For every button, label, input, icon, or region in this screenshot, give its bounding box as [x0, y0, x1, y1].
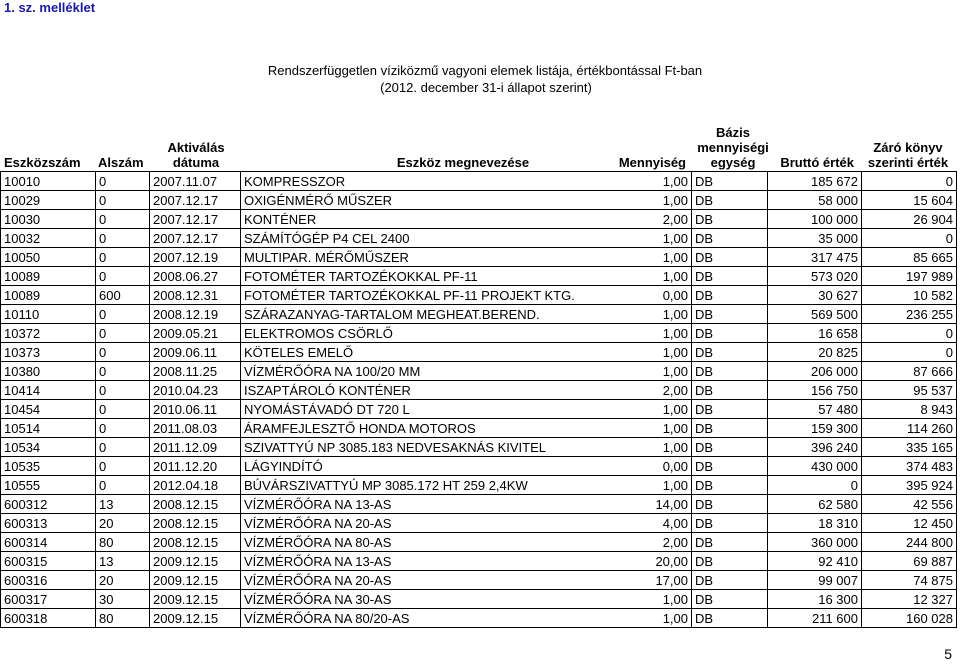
cell-datum: 2008.12.19	[150, 305, 241, 324]
cell-brutto: 57 480	[768, 400, 862, 419]
cell-zaro: 0	[862, 229, 957, 248]
cell-eszkozszam: 10110	[1, 305, 96, 324]
cell-datum: 2009.12.15	[150, 609, 241, 628]
cell-mennyiseg: 17,00	[596, 571, 692, 590]
cell-alszam: 80	[96, 609, 150, 628]
cell-egyseg: DB	[692, 495, 768, 514]
cell-zaro: 12 450	[862, 514, 957, 533]
cell-datum: 2010.06.11	[150, 400, 241, 419]
title-line1: Rendszerfüggetlen víziközmű vagyoni elemek listája, értékbontással Ft-ban	[267, 63, 703, 78]
cell-brutto: 20 825	[768, 343, 862, 362]
cell-megnevezes: VÍZMÉRŐÓRA NA 13-AS	[241, 495, 596, 514]
cell-brutto: 430 000	[768, 457, 862, 476]
cell-alszam: 0	[96, 362, 150, 381]
cell-alszam: 0	[96, 324, 150, 343]
cell-eszkozszam: 600312	[1, 495, 96, 514]
cell-megnevezes: LÁGYINDÍTÓ	[241, 457, 596, 476]
cell-egyseg: DB	[692, 571, 768, 590]
cell-megnevezes: BÚVÁRSZIVATTYÚ MP 3085.172 HT 259 2,4KW	[241, 476, 596, 495]
cell-mennyiseg: 1,00	[596, 362, 692, 381]
cell-eszkozszam: 10050	[1, 248, 96, 267]
cell-egyseg: DB	[692, 305, 768, 324]
cell-zaro: 374 483	[862, 457, 957, 476]
cell-alszam: 0	[96, 343, 150, 362]
cell-mennyiseg: 2,00	[596, 381, 692, 400]
cell-brutto: 16 658	[768, 324, 862, 343]
cell-brutto: 569 500	[768, 305, 862, 324]
cell-zaro: 95 537	[862, 381, 957, 400]
cell-brutto: 30 627	[768, 286, 862, 305]
cell-zaro: 42 556	[862, 495, 957, 514]
cell-zaro: 0	[862, 343, 957, 362]
table-row	[1, 609, 957, 628]
document-subtitle	[0, 80, 960, 95]
cell-alszam: 0	[96, 191, 150, 210]
cell-zaro: 395 924	[862, 476, 957, 495]
cell-egyseg: DB	[692, 229, 768, 248]
cell-eszkozszam: 10089	[1, 267, 96, 286]
cell-brutto: 99 007	[768, 571, 862, 590]
table-row	[1, 229, 957, 248]
cell-datum: 2010.04.23	[150, 381, 241, 400]
cell-mennyiseg: 2,00	[596, 210, 692, 229]
cell-alszam: 0	[96, 172, 150, 191]
cell-egyseg: DB	[692, 590, 768, 609]
cell-datum: 2008.12.15	[150, 533, 241, 552]
cell-brutto: 58 000	[768, 191, 862, 210]
cell-zaro: 15 604	[862, 191, 957, 210]
table-row	[1, 191, 957, 210]
cell-alszam: 13	[96, 495, 150, 514]
table-row	[1, 476, 957, 495]
cell-eszkozszam: 10372	[1, 324, 96, 343]
cell-eszkozszam: 600318	[1, 609, 96, 628]
cell-mennyiseg: 4,00	[596, 514, 692, 533]
annex-label: 1. sz. melléklet	[4, 0, 96, 15]
cell-zaro: 114 260	[862, 419, 957, 438]
header-bazis-egyseg: Bázis mennyiségi egység	[697, 125, 769, 170]
table-row	[1, 438, 957, 457]
cell-brutto: 206 000	[768, 362, 862, 381]
cell-eszkozszam: 10030	[1, 210, 96, 229]
cell-datum: 2012.04.18	[150, 476, 241, 495]
cell-zaro: 0	[862, 172, 957, 191]
cell-megnevezes: VÍZMÉRŐÓRA NA 80/20-AS	[241, 609, 596, 628]
cell-brutto: 211 600	[768, 609, 862, 628]
header-zaro-konyv: Záró könyv szerinti érték	[867, 140, 949, 170]
cell-mennyiseg: 1,00	[596, 419, 692, 438]
cell-eszkozszam: 600317	[1, 590, 96, 609]
cell-alszam: 0	[96, 248, 150, 267]
cell-alszam: 13	[96, 552, 150, 571]
cell-egyseg: DB	[692, 438, 768, 457]
title-line2: (2012. december 31-i állapot szerint)	[380, 80, 592, 95]
cell-eszkozszam: 10089	[1, 286, 96, 305]
cell-eszkozszam: 10555	[1, 476, 96, 495]
cell-egyseg: DB	[692, 267, 768, 286]
cell-brutto: 573 020	[768, 267, 862, 286]
cell-megnevezes: KÖTELES EMELŐ	[241, 343, 596, 362]
table-row	[1, 381, 957, 400]
cell-brutto: 156 750	[768, 381, 862, 400]
table-row	[1, 533, 957, 552]
cell-mennyiseg: 1,00	[596, 590, 692, 609]
cell-zaro: 10 582	[862, 286, 957, 305]
cell-megnevezes: ISZAPTÁROLÓ KONTÉNER	[241, 381, 596, 400]
cell-zaro: 8 943	[862, 400, 957, 419]
cell-eszkozszam: 10514	[1, 419, 96, 438]
cell-alszam: 0	[96, 457, 150, 476]
cell-eszkozszam: 600314	[1, 533, 96, 552]
cell-zaro: 12 327	[862, 590, 957, 609]
cell-zaro: 160 028	[862, 609, 957, 628]
cell-alszam: 0	[96, 210, 150, 229]
cell-mennyiseg: 0,00	[596, 286, 692, 305]
cell-egyseg: DB	[692, 400, 768, 419]
cell-zaro: 244 800	[862, 533, 957, 552]
cell-alszam: 20	[96, 514, 150, 533]
page-number: 5	[944, 646, 952, 662]
cell-mennyiseg: 20,00	[596, 552, 692, 571]
cell-zaro: 0	[862, 324, 957, 343]
cell-mennyiseg: 1,00	[596, 609, 692, 628]
table-row	[1, 305, 957, 324]
cell-egyseg: DB	[692, 381, 768, 400]
cell-brutto: 92 410	[768, 552, 862, 571]
cell-megnevezes: VÍZMÉRŐÓRA NA 13-AS	[241, 552, 596, 571]
table-row	[1, 514, 957, 533]
cell-datum: 2008.12.15	[150, 495, 241, 514]
table-row	[1, 210, 957, 229]
cell-datum: 2007.12.17	[150, 229, 241, 248]
header-alszam: Alszám	[98, 155, 144, 170]
cell-megnevezes: VÍZMÉRŐÓRA NA 20-AS	[241, 571, 596, 590]
cell-megnevezes: SZÁMÍTÓGÉP P4 CEL 2400	[241, 229, 596, 248]
cell-brutto: 396 240	[768, 438, 862, 457]
cell-megnevezes: SZÁRAZANYAG-TARTALOM MEGHEAT.BEREND.	[241, 305, 596, 324]
cell-megnevezes: SZIVATTYÚ NP 3085.183 NEDVESAKNÁS KIVITEL	[241, 438, 596, 457]
cell-megnevezes: KOMPRESSZOR	[241, 172, 596, 191]
cell-brutto: 16 300	[768, 590, 862, 609]
cell-brutto: 35 000	[768, 229, 862, 248]
cell-alszam: 0	[96, 438, 150, 457]
cell-brutto: 159 300	[768, 419, 862, 438]
cell-datum: 2009.06.11	[150, 343, 241, 362]
table-row	[1, 286, 957, 305]
cell-alszam: 0	[96, 419, 150, 438]
cell-megnevezes: VÍZMÉRŐÓRA NA 80-AS	[241, 533, 596, 552]
cell-megnevezes: ELEKTROMOS CSÖRLŐ	[241, 324, 596, 343]
cell-brutto: 62 580	[768, 495, 862, 514]
cell-mennyiseg: 1,00	[596, 267, 692, 286]
cell-datum: 2009.12.15	[150, 552, 241, 571]
cell-brutto: 317 475	[768, 248, 862, 267]
cell-eszkozszam: 10380	[1, 362, 96, 381]
cell-megnevezes: OXIGÉNMÉRŐ MŰSZER	[241, 191, 596, 210]
cell-datum: 2008.11.25	[150, 362, 241, 381]
cell-megnevezes: VÍZMÉRŐÓRA NA 30-AS	[241, 590, 596, 609]
table-row	[1, 457, 957, 476]
header-mennyiseg: Mennyiség	[618, 155, 686, 170]
cell-egyseg: DB	[692, 514, 768, 533]
cell-alszam: 30	[96, 590, 150, 609]
cell-zaro: 74 875	[862, 571, 957, 590]
cell-datum: 2009.12.15	[150, 590, 241, 609]
cell-alszam: 0	[96, 229, 150, 248]
cell-mennyiseg: 1,00	[596, 305, 692, 324]
document-title	[0, 63, 960, 78]
cell-egyseg: DB	[692, 324, 768, 343]
table-row	[1, 172, 957, 191]
cell-eszkozszam: 10535	[1, 457, 96, 476]
header-megnevezes: Eszköz megnevezése	[396, 155, 530, 170]
cell-eszkozszam: 10534	[1, 438, 96, 457]
cell-megnevezes: MULTIPAR. MÉRŐMŰSZER	[241, 248, 596, 267]
cell-eszkozszam: 10010	[1, 172, 96, 191]
cell-datum: 2008.12.31	[150, 286, 241, 305]
cell-alszam: 0	[96, 305, 150, 324]
cell-eszkozszam: 600313	[1, 514, 96, 533]
cell-mennyiseg: 1,00	[596, 324, 692, 343]
table-row	[1, 267, 957, 286]
cell-mennyiseg: 1,00	[596, 172, 692, 191]
cell-alszam: 0	[96, 476, 150, 495]
cell-brutto: 0	[768, 476, 862, 495]
cell-zaro: 85 665	[862, 248, 957, 267]
cell-datum: 2007.11.07	[150, 172, 241, 191]
cell-alszam: 0	[96, 381, 150, 400]
cell-egyseg: DB	[692, 552, 768, 571]
cell-megnevezes: KONTÉNER	[241, 210, 596, 229]
cell-egyseg: DB	[692, 476, 768, 495]
cell-eszkozszam: 600315	[1, 552, 96, 571]
asset-table	[0, 171, 957, 628]
cell-datum: 2007.12.17	[150, 210, 241, 229]
header-eszkozszam: Eszközszám	[4, 155, 81, 170]
cell-mennyiseg: 1,00	[596, 248, 692, 267]
cell-datum: 2008.06.27	[150, 267, 241, 286]
cell-brutto: 18 310	[768, 514, 862, 533]
cell-zaro: 197 989	[862, 267, 957, 286]
table-row	[1, 571, 957, 590]
cell-zaro: 236 255	[862, 305, 957, 324]
table-row	[1, 248, 957, 267]
cell-alszam: 600	[96, 286, 150, 305]
cell-datum: 2011.12.20	[150, 457, 241, 476]
cell-mennyiseg: 1,00	[596, 400, 692, 419]
cell-egyseg: DB	[692, 172, 768, 191]
cell-megnevezes: VÍZMÉRŐÓRA NA 20-AS	[241, 514, 596, 533]
cell-mennyiseg: 1,00	[596, 343, 692, 362]
cell-mennyiseg: 1,00	[596, 191, 692, 210]
cell-megnevezes: VÍZMÉRŐÓRA NA 100/20 MM	[241, 362, 596, 381]
cell-megnevezes: ÁRAMFEJLESZTŐ HONDA MOTOROS	[241, 419, 596, 438]
cell-eszkozszam: 10454	[1, 400, 96, 419]
cell-zaro: 335 165	[862, 438, 957, 457]
cell-eszkozszam: 10414	[1, 381, 96, 400]
cell-egyseg: DB	[692, 191, 768, 210]
table-row	[1, 343, 957, 362]
cell-egyseg: DB	[692, 210, 768, 229]
cell-mennyiseg: 1,00	[596, 476, 692, 495]
cell-datum: 2008.12.15	[150, 514, 241, 533]
cell-datum: 2007.12.19	[150, 248, 241, 267]
cell-egyseg: DB	[692, 533, 768, 552]
table-row	[1, 324, 957, 343]
table-row	[1, 590, 957, 609]
cell-eszkozszam: 10373	[1, 343, 96, 362]
table-row	[1, 495, 957, 514]
cell-egyseg: DB	[692, 343, 768, 362]
table-row	[1, 400, 957, 419]
cell-alszam: 20	[96, 571, 150, 590]
cell-datum: 2011.12.09	[150, 438, 241, 457]
table-row	[1, 419, 957, 438]
cell-egyseg: DB	[692, 609, 768, 628]
cell-brutto: 185 672	[768, 172, 862, 191]
cell-mennyiseg: 0,00	[596, 457, 692, 476]
cell-megnevezes: FOTOMÉTER TARTOZÉKOKKAL PF-11	[241, 267, 596, 286]
cell-zaro: 69 887	[862, 552, 957, 571]
cell-egyseg: DB	[692, 419, 768, 438]
table-row	[1, 552, 957, 571]
cell-egyseg: DB	[692, 286, 768, 305]
cell-mennyiseg: 2,00	[596, 533, 692, 552]
cell-alszam: 0	[96, 400, 150, 419]
cell-mennyiseg: 1,00	[596, 229, 692, 248]
cell-datum: 2009.12.15	[150, 571, 241, 590]
cell-megnevezes: NYOMÁSTÁVADÓ DT 720 L	[241, 400, 596, 419]
cell-zaro: 87 666	[862, 362, 957, 381]
cell-mennyiseg: 1,00	[596, 438, 692, 457]
cell-alszam: 80	[96, 533, 150, 552]
cell-brutto: 100 000	[768, 210, 862, 229]
cell-egyseg: DB	[692, 248, 768, 267]
cell-egyseg: DB	[692, 362, 768, 381]
cell-egyseg: DB	[692, 457, 768, 476]
cell-eszkozszam: 600316	[1, 571, 96, 590]
cell-datum: 2011.08.03	[150, 419, 241, 438]
cell-datum: 2009.05.21	[150, 324, 241, 343]
cell-megnevezes: FOTOMÉTER TARTOZÉKOKKAL PF-11 PROJEKT KTG.	[241, 286, 596, 305]
cell-datum: 2007.12.17	[150, 191, 241, 210]
cell-brutto: 360 000	[768, 533, 862, 552]
cell-eszkozszam: 10032	[1, 229, 96, 248]
cell-eszkozszam: 10029	[1, 191, 96, 210]
header-aktivalas-datuma: Aktiválás dátuma	[167, 140, 225, 170]
cell-alszam: 0	[96, 267, 150, 286]
header-brutto-ertek: Bruttó érték	[780, 155, 854, 170]
table-row	[1, 362, 957, 381]
cell-zaro: 26 904	[862, 210, 957, 229]
cell-mennyiseg: 14,00	[596, 495, 692, 514]
